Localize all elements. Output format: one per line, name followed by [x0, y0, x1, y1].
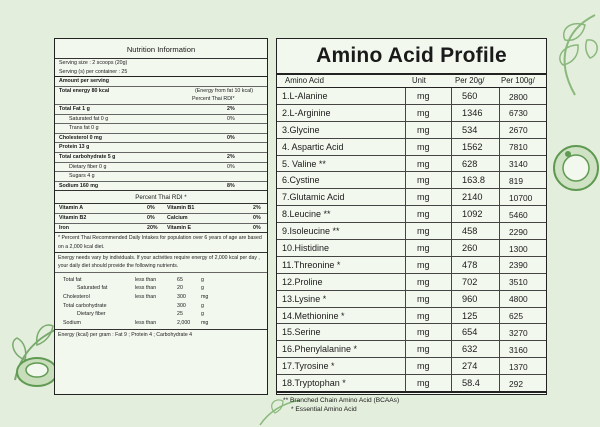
nutrient-row: [55, 172, 267, 182]
amino-row: [277, 358, 546, 375]
amino-g100: 6730: [509, 108, 528, 119]
nutrient-list: [55, 105, 267, 190]
rdi-footnote: * Percent Thai Recommended Daily Intakes for population over 6 years of age are based on a 2,000 kcal diet.: [55, 232, 267, 252]
column-divider: [405, 308, 406, 324]
col-unit: Unit: [412, 76, 426, 85]
amino-row: [277, 172, 546, 189]
column-divider: [405, 88, 406, 104]
amino-name: 8.Leucine **: [282, 209, 331, 220]
amino-g100: 625: [509, 311, 523, 322]
nutrient-label: Sodium 160 mg: [59, 182, 99, 189]
limit-v: 25: [177, 311, 183, 318]
column-divider: [451, 257, 452, 273]
energy-from-fat: (Energy from fat 10 kcal): [195, 87, 253, 94]
amino-name: 15.Serine: [282, 327, 321, 338]
amino-g20: 702: [462, 276, 478, 287]
amino-table-header: [277, 73, 546, 88]
amino-row: [277, 88, 546, 105]
column-divider: [499, 105, 500, 121]
column-divider: [405, 324, 406, 340]
limit-row: [55, 302, 267, 311]
leaf-decoration-topright: [545, 10, 600, 100]
column-divider: [405, 105, 406, 121]
column-divider: [405, 375, 406, 391]
column-divider: [499, 341, 500, 357]
col-per-20g: Per 20g/: [455, 76, 485, 85]
limit-n: Cholesterol: [63, 293, 90, 300]
amino-g20: 654: [462, 327, 478, 338]
amino-name: 7.Glutamic Acid: [282, 192, 345, 203]
column-divider: [451, 189, 452, 205]
amino-g100: 7810: [509, 142, 528, 153]
amino-unit: mg: [417, 378, 430, 389]
amino-name: 1.L-Alanine: [282, 91, 328, 101]
nutrient-label: Cholesterol 0 mg: [59, 134, 102, 141]
vitamin-name: Vitamin B1: [167, 205, 195, 212]
amino-g100: 1300: [509, 243, 528, 254]
energy-needs-note: Energy needs vary by individuals. If your activities require energy of 2,000 kcal per day , your daily diet should provide the following nutrients.: [55, 252, 267, 272]
amino-row: [277, 139, 546, 156]
column-divider: [405, 257, 406, 273]
amino-unit: mg: [417, 91, 430, 101]
amino-row: [277, 291, 546, 308]
vitamin-value: 0%: [253, 224, 261, 231]
limit-c: less than: [135, 319, 157, 326]
amino-name: 2.L-Arginine: [282, 107, 331, 118]
limit-c: less than: [135, 285, 157, 292]
coconut-icon: [548, 138, 600, 198]
amino-g100: 3510: [509, 277, 528, 288]
column-divider: [405, 358, 406, 374]
nutrient-label: Total Fat 1 g: [59, 105, 90, 112]
limit-n: Dietary fiber: [77, 311, 106, 318]
vitamin-name: Calcium: [167, 214, 188, 221]
amino-table-body: [277, 88, 546, 393]
nutrient-row: [55, 124, 267, 134]
daily-limits-list: [55, 272, 267, 328]
amino-row: [277, 375, 546, 393]
limit-u: mg: [201, 319, 209, 326]
amino-row: [277, 206, 546, 223]
amino-unit: mg: [417, 226, 430, 237]
amino-unit: mg: [417, 158, 430, 169]
amino-g100: 1370: [509, 361, 528, 372]
amino-name: 16.Phenylalanine *: [282, 344, 358, 355]
amino-row: [277, 240, 546, 257]
limit-v: 2,000: [177, 319, 191, 326]
column-divider: [405, 274, 406, 290]
amino-unit: mg: [417, 141, 430, 152]
amino-g100: 3270: [509, 327, 528, 338]
amino-unit: mg: [417, 107, 430, 118]
nutrient-percent: 8%: [227, 182, 235, 189]
amino-g20: 274: [462, 361, 478, 372]
amino-unit: mg: [417, 344, 430, 355]
amino-row: [277, 341, 546, 358]
column-divider: [499, 88, 500, 104]
column-divider: [405, 139, 406, 155]
vitamin-value: 0%: [147, 214, 155, 221]
limit-c: less than: [135, 293, 157, 300]
amino-row: [277, 308, 546, 325]
column-divider: [499, 223, 500, 239]
column-divider: [499, 206, 500, 222]
amino-g20: 478: [462, 259, 478, 270]
rdi-header-row: [55, 95, 267, 105]
column-divider: [499, 240, 500, 256]
col-per-100g: Per 100g/: [501, 76, 535, 85]
limit-n: Saturated fat: [77, 285, 108, 292]
amino-g20: 960: [462, 293, 478, 304]
amino-g100: 2670: [509, 125, 528, 136]
column-divider: [499, 308, 500, 324]
column-divider: [499, 375, 500, 391]
column-divider: [405, 223, 406, 239]
amino-row: [277, 105, 546, 122]
column-divider: [499, 324, 500, 340]
vitamin-name: Vitamin E: [167, 224, 192, 231]
amino-acid-profile-panel: [276, 38, 547, 414]
limit-v: 65: [177, 276, 183, 283]
nutrient-row: [55, 115, 267, 125]
amino-unit: mg: [417, 276, 430, 287]
column-divider: [405, 291, 406, 307]
column-divider: [451, 172, 452, 188]
amino-g20: 260: [462, 243, 478, 254]
limit-u: g: [201, 311, 204, 318]
amino-g100: 819: [509, 175, 523, 186]
amino-row: [277, 122, 546, 139]
nutrient-row: [55, 134, 267, 144]
vitamins-title: Percent Thai RDI *: [55, 190, 267, 204]
total-energy: Total energy 80 kcal: [59, 87, 110, 94]
limit-row: [55, 310, 267, 319]
energy-per-gram: Energy (kcal) per gram : Fat 9 ; Protein 4 ; Carbohydrate 4: [55, 329, 267, 340]
amino-g100: 2390: [509, 260, 528, 271]
amino-g20: 58.4: [462, 378, 480, 389]
limit-v: 300: [177, 302, 186, 309]
amino-g20: 628: [462, 158, 478, 169]
amino-name: 10.Histidine: [282, 243, 330, 254]
amount-per-serving: Amount per serving: [55, 77, 267, 87]
column-divider: [405, 341, 406, 357]
limit-n: Total fat: [63, 276, 82, 283]
limit-v: 20: [177, 285, 183, 292]
nutrient-label: Total carbohydrate 5 g: [59, 153, 116, 160]
amino-unit: mg: [417, 124, 430, 135]
column-divider: [451, 122, 452, 138]
limit-u: g: [201, 276, 204, 283]
column-divider: [451, 291, 452, 307]
nutrient-label: Saturated fat 0 g: [69, 115, 109, 122]
amino-g100: 3140: [509, 159, 528, 170]
column-divider: [451, 139, 452, 155]
amino-g100: 5460: [509, 209, 528, 220]
column-divider: [451, 324, 452, 340]
col-amino-acid: Amino Acid: [285, 76, 325, 85]
column-divider: [499, 156, 500, 172]
column-divider: [451, 240, 452, 256]
limit-row: [55, 319, 267, 328]
column-divider: [451, 223, 452, 239]
amino-g100: 3160: [509, 344, 528, 355]
amino-g20: 458: [462, 226, 478, 237]
vitamin-name: Vitamin B2: [59, 214, 87, 221]
limit-u: mg: [201, 293, 209, 300]
nutrient-row: [55, 143, 267, 153]
amino-unit: mg: [417, 361, 430, 372]
essential-footnote: * Essential Amino Acid: [291, 406, 357, 414]
amino-g20: 1092: [462, 209, 483, 220]
nutrient-row: [55, 163, 267, 173]
column-divider: [499, 189, 500, 205]
amino-unit: mg: [417, 175, 430, 186]
column-divider: [451, 358, 452, 374]
amino-title: Amino Acid Profile: [316, 44, 507, 67]
amino-unit: mg: [417, 259, 430, 270]
amino-footnotes: [277, 393, 546, 414]
limit-n: Total carbohydrate: [63, 302, 107, 309]
amino-g20: 632: [462, 344, 478, 355]
nutrient-percent: 2%: [227, 105, 235, 112]
column-divider: [405, 122, 406, 138]
amino-name: 5. Valine **: [282, 158, 326, 169]
column-divider: [451, 206, 452, 222]
amino-name: 18.Tryptophan *: [282, 378, 346, 389]
rdi-header: Percent Thai RDI*: [192, 96, 235, 103]
column-divider: [499, 291, 500, 307]
amino-g100: 4800: [509, 294, 528, 305]
column-divider: [405, 206, 406, 222]
amino-name: 14.Methionine *: [282, 310, 345, 321]
limit-n: Sodium: [63, 319, 81, 326]
vitamin-row: [55, 224, 267, 233]
column-divider: [451, 274, 452, 290]
nutrient-label: Trans fat 0 g: [69, 125, 99, 132]
amino-name: 13.Lysine *: [282, 293, 327, 304]
nutrient-label: Dietary fiber 0 g: [69, 163, 107, 170]
column-divider: [451, 156, 452, 172]
column-divider: [451, 308, 452, 324]
nutrient-percent: 0%: [227, 163, 235, 170]
amino-g20: 560: [462, 91, 478, 101]
column-divider: [405, 172, 406, 188]
nutrient-label: Sugars 4 g: [69, 173, 95, 180]
column-divider: [499, 139, 500, 155]
column-divider: [499, 274, 500, 290]
amino-g100: 2290: [509, 226, 528, 237]
amino-name: 6.Cystine: [282, 175, 320, 186]
column-divider: [451, 105, 452, 121]
amino-row: [277, 189, 546, 206]
vitamin-value: 20%: [147, 224, 158, 231]
nutrition-information-panel: [54, 38, 268, 395]
vitamin-value: 0%: [253, 214, 261, 221]
amino-unit: mg: [417, 293, 430, 304]
amino-name: 11.Threonine *: [282, 259, 341, 270]
amino-g20: 1562: [462, 141, 483, 152]
amino-unit: mg: [417, 192, 430, 203]
amino-row: [277, 257, 546, 274]
amino-g100: 2800: [509, 91, 528, 102]
column-divider: [451, 88, 452, 104]
column-divider: [451, 341, 452, 357]
bcaa-footnote: ** Branched Chain Amino Acid (BCAAs): [283, 397, 400, 405]
nutrient-label: Protein 13 g: [59, 144, 90, 151]
nutrient-percent: 0%: [227, 134, 235, 141]
nutrient-row: [55, 105, 267, 115]
amino-name: 3.Glycine: [282, 124, 320, 135]
vitamin-row: [55, 204, 267, 214]
amino-g100: 292: [509, 378, 523, 389]
limit-row: [55, 284, 267, 293]
column-divider: [405, 156, 406, 172]
limit-row: [55, 276, 267, 285]
column-divider: [405, 240, 406, 256]
amino-g20: 163.8: [462, 175, 485, 186]
column-divider: [499, 358, 500, 374]
serving-size: Serving size : 2 scoops (20g): [59, 60, 128, 66]
nutrition-title: Nutrition Information: [55, 39, 267, 59]
amino-name: 12.Proline: [282, 276, 323, 287]
limit-row: [55, 293, 267, 302]
nutrient-row: [55, 182, 267, 191]
limit-u: g: [201, 302, 204, 309]
vitamin-value: 0%: [147, 205, 155, 212]
column-divider: [499, 172, 500, 188]
limit-c: less than: [135, 276, 157, 283]
nutrient-row: [55, 153, 267, 163]
amino-name: 9.Isoleucine **: [282, 226, 340, 237]
amino-g20: 125: [462, 310, 478, 321]
vitamin-list: [55, 204, 267, 232]
limit-v: 300: [177, 293, 186, 300]
amino-row: [277, 324, 546, 341]
amino-row: [277, 223, 546, 240]
column-divider: [499, 257, 500, 273]
nutrient-percent: 0%: [227, 115, 235, 122]
vitamin-name: Iron: [59, 224, 70, 231]
amino-unit: mg: [417, 243, 430, 254]
amino-row: [277, 156, 546, 173]
amino-g20: 534: [462, 124, 478, 135]
amino-name: 4. Aspartic Acid: [282, 141, 344, 152]
limit-u: g: [201, 285, 204, 292]
amino-unit: mg: [417, 327, 430, 338]
amino-g20: 2140: [462, 192, 483, 203]
amino-row: [277, 274, 546, 291]
amino-g100: 10700: [509, 192, 533, 203]
column-divider: [499, 122, 500, 138]
nutrient-percent: 2%: [227, 153, 235, 160]
vitamin-value: 2%: [253, 205, 261, 212]
coconut-icon-bottomleft: [5, 300, 60, 390]
vitamin-row: [55, 214, 267, 224]
column-divider: [451, 375, 452, 391]
amino-unit: mg: [417, 310, 430, 321]
vitamin-name: Vitamin A: [59, 205, 84, 212]
amino-name: 17.Tyrosine *: [282, 361, 335, 372]
servings-per-container: Serving (s) per container : 25: [55, 68, 267, 78]
total-energy-row: [55, 87, 267, 96]
amino-g20: 1346: [462, 107, 483, 118]
column-divider: [405, 189, 406, 205]
amino-unit: mg: [417, 209, 430, 220]
